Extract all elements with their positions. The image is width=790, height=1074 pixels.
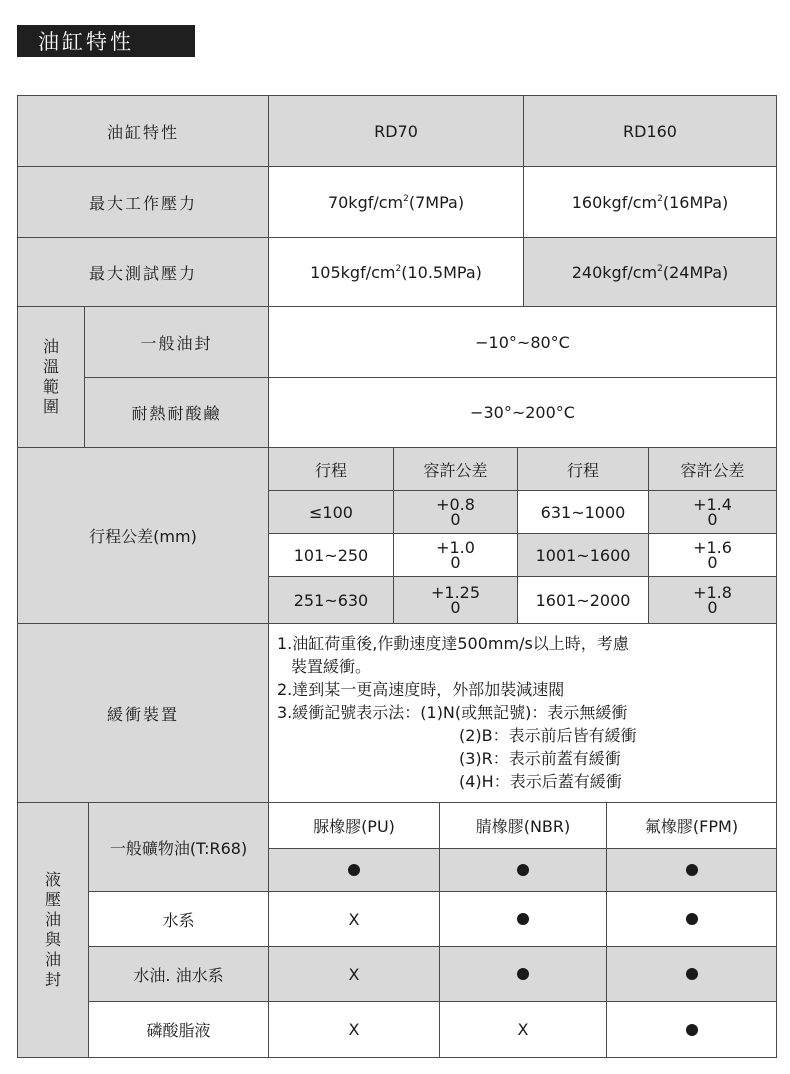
stroke-header-tolerance-1: 容許公差	[394, 448, 517, 490]
stroke-row-2-tolerance-2: +1.6 0	[693, 538, 732, 572]
compatible-dot-icon	[686, 864, 698, 876]
fluid-row-1-pu	[269, 849, 439, 891]
divider	[439, 803, 440, 1057]
header-rd160: RD160	[524, 96, 776, 166]
fluid-row-4-nbr: X	[517, 1020, 529, 1039]
compatible-dot-icon	[686, 968, 698, 980]
compatible-dot-icon	[517, 864, 529, 876]
cushion-note-line: 3.緩衝記號表示法：(1)N(或無記號)：表示無緩衝	[277, 703, 628, 722]
divider	[85, 377, 776, 378]
compatible-dot-icon	[686, 1024, 698, 1036]
oil-temp-heat-acid-value: −30°~200°C	[470, 403, 575, 422]
fluid-row-3-nbr	[440, 947, 606, 1001]
stroke-row-2-tolerance-1: +1.0 0	[436, 538, 475, 572]
divider	[523, 96, 524, 306]
divider	[648, 448, 649, 623]
stroke-tolerance-label: 行程公差(mm)	[18, 448, 268, 623]
fluid-row-4-fpm	[607, 1002, 776, 1057]
stroke-row-3-tolerance-2: +1.8 0	[649, 577, 776, 623]
fluid-row-2-pu: X	[348, 909, 360, 929]
stroke-row-1-stroke-2: 631~1000	[540, 502, 626, 522]
cushion-notes	[277, 632, 773, 793]
divider	[88, 803, 89, 1057]
stroke-row-1-tolerance-1: +0.8 0	[394, 491, 517, 533]
fluid-row-1-fpm	[607, 849, 776, 891]
stroke-header-tolerance-2: 容許公差	[649, 448, 776, 490]
section-title: 油缸特性	[17, 25, 195, 57]
max-pressure-rd70: 70kgf/cm 2 (7MPa)	[327, 192, 465, 212]
cushion-note-line: (2)B：表示前后皆有緩衝	[459, 726, 637, 745]
stroke-row-2-stroke-2: 1001~1600	[518, 534, 648, 576]
compatible-dot-icon	[517, 968, 529, 980]
cushion-note-line: 1.油缸荷重後,作動速度達500mm/s以上時，考慮	[277, 634, 629, 653]
oil-temp-heat-acid-label: 耐熱耐酸鹼	[85, 378, 268, 447]
oil-temp-group-label: 油 溫 範 圍	[18, 307, 84, 447]
divider	[269, 576, 776, 577]
divider	[269, 533, 776, 534]
stroke-header-stroke-2: 行程	[518, 448, 648, 490]
divider	[268, 448, 269, 623]
divider	[269, 490, 776, 491]
fluid-header-nbr: 腈橡膠(NBR)	[475, 817, 571, 836]
cushion-label: 緩衝裝置	[18, 624, 268, 802]
header-label: 油缸特性	[18, 96, 268, 166]
fluid-row-3-label: 水油. 油水系	[89, 947, 268, 1001]
test-pressure-label: 最大測試壓力	[18, 238, 268, 306]
fluid-row-4-pu: X	[348, 1020, 360, 1039]
cushion-note-line: 裝置緩衝。	[291, 657, 372, 676]
divider	[18, 237, 776, 238]
divider	[268, 803, 269, 1057]
divider	[269, 848, 776, 849]
fluid-row-1-label: 一般礦物油(T:R68)	[89, 803, 268, 891]
oil-temp-general-seal-label: 一般油封	[85, 307, 268, 377]
cushion-note-line: 2.達到某一更高速度時，外部加裝減速閥	[277, 680, 565, 699]
fluid-row-2-fpm	[607, 892, 776, 946]
stroke-row-1-stroke-1: ≤100	[269, 491, 393, 533]
fluid-header-fpm: 氟橡膠(FPM)	[644, 817, 739, 836]
test-pressure-rd160: 240kgf/cm 2 (24MPa)	[524, 238, 776, 306]
stroke-row-3-stroke-2: 1601~2000	[535, 590, 631, 610]
compatible-dot-icon	[517, 913, 529, 925]
stroke-tolerance-table	[17, 447, 777, 624]
compatible-dot-icon	[686, 913, 698, 925]
divider	[268, 624, 269, 802]
cushion-note-line: (4)H：表示后蓋有緩衝	[459, 772, 622, 791]
max-pressure-label: 最大工作壓力	[18, 167, 268, 237]
stroke-row-3-stroke-1: 251~630	[269, 577, 393, 623]
fluid-row-3-fpm	[607, 947, 776, 1001]
fluid-header-pu: 脲橡膠(PU)	[313, 817, 395, 836]
fluid-row-4-label: 磷酸脂液	[146, 1021, 211, 1040]
divider	[393, 448, 394, 623]
fluid-row-3-pu: X	[269, 947, 439, 1001]
spec-table-pressure	[17, 95, 777, 307]
stroke-row-3-tolerance-1: +1.25 0	[394, 577, 517, 623]
fluid-row-2-label: 水系	[162, 910, 195, 930]
fluid-seal-group-label: 液 壓 油 與 油 封	[18, 803, 88, 1057]
compatible-dot-icon	[348, 864, 360, 876]
stroke-row-1-tolerance-2: +1.4 0	[649, 491, 776, 533]
max-pressure-rd160: 160kgf/cm 2 (16MPa)	[571, 192, 729, 212]
stroke-row-2-stroke-1: 101~250	[293, 545, 369, 565]
divider	[517, 448, 518, 623]
divider	[606, 803, 607, 1057]
divider	[89, 1001, 776, 1002]
header-rd70: RD70	[269, 96, 523, 166]
stroke-header-stroke-1: 行程	[269, 448, 393, 490]
oil-temp-table	[17, 306, 777, 448]
divider	[18, 166, 776, 167]
fluid-row-1-nbr	[440, 849, 606, 891]
divider	[89, 891, 776, 892]
divider	[89, 946, 776, 947]
fluid-row-2-nbr	[440, 892, 606, 946]
test-pressure-rd70: 105kgf/cm 2 (10.5MPa)	[310, 262, 482, 282]
fluid-seal-table	[17, 802, 777, 1058]
oil-temp-general-seal-value: −10°~80°C	[475, 332, 570, 352]
divider	[268, 96, 269, 306]
cushion-note-line: (3)R：表示前蓋有緩衝	[459, 749, 621, 768]
